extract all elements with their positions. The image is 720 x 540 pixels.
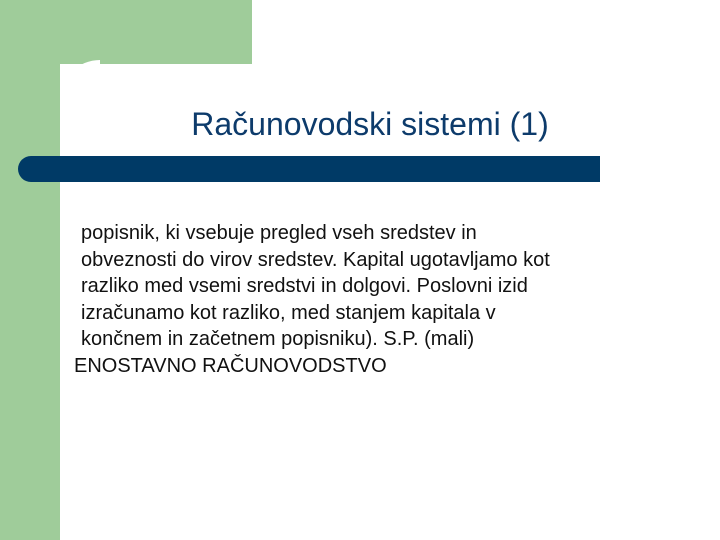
decorative-green-band-left <box>0 0 60 540</box>
body-line: končnem in začetnem popisniku). S.P. (mali) <box>81 328 475 350</box>
title-underline-bar <box>18 156 600 182</box>
body-line: izračunamo kot razliko, med stanjem kapitala v <box>81 301 496 324</box>
slide-title: Računovodski sistemi (1) <box>191 106 549 142</box>
decorative-rounded-corner <box>60 60 100 100</box>
body-line: razliko med vsemi sredstvi in dolgovi. Poslovni izid <box>81 275 528 297</box>
slide-body-text <box>74 220 694 379</box>
body-line: popisnik, ki vsebuje pregled vseh sredstev in <box>81 222 477 244</box>
body-line: obveznosti do virov sredstev. Kapital ugotavljamo kot <box>81 248 550 271</box>
body-line: ENOSTAVNO RAČUNOVODSTVO <box>74 354 387 377</box>
